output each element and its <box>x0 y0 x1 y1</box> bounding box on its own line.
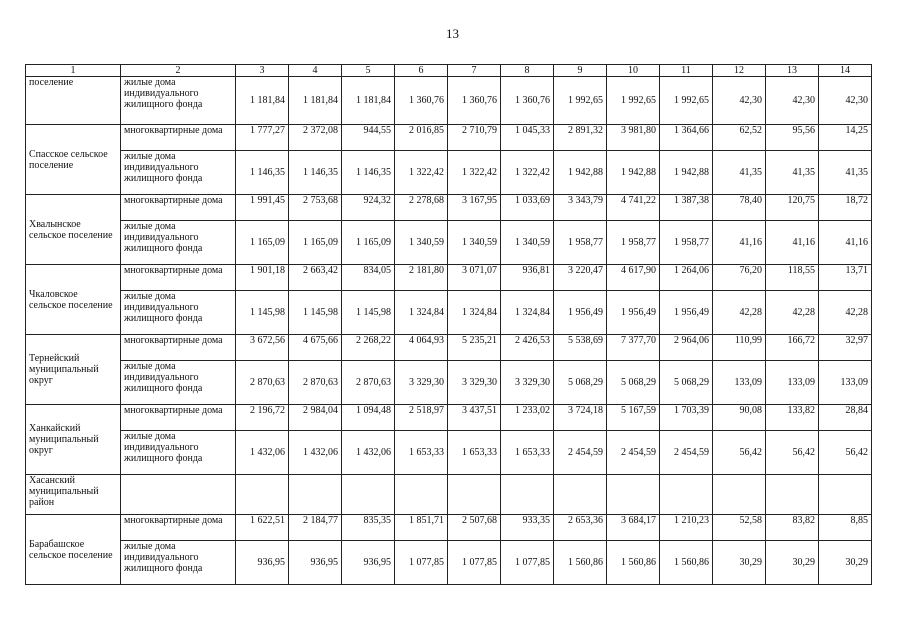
value-cell: 2 653,36 <box>554 515 607 541</box>
value-cell: 41,16 <box>766 221 819 265</box>
value-cell: 1 901,18 <box>236 265 289 291</box>
value-cell: 1 560,86 <box>554 541 607 585</box>
value-cell: 2 710,79 <box>448 125 501 151</box>
municipality-name: Тернейский муниципальный округ <box>26 335 121 405</box>
empty-cell <box>395 475 448 515</box>
value-cell: 944,55 <box>342 125 395 151</box>
housing-type: многоквартирные дома <box>121 335 236 361</box>
value-cell: 1 233,02 <box>501 405 554 431</box>
value-cell: 924,32 <box>342 195 395 221</box>
value-cell: 4 617,90 <box>607 265 660 291</box>
value-cell: 1 387,38 <box>660 195 713 221</box>
value-cell: 1 432,06 <box>236 431 289 475</box>
empty-cell <box>501 475 554 515</box>
value-cell: 5 235,21 <box>448 335 501 361</box>
table-row <box>26 195 872 221</box>
value-cell: 42,30 <box>713 77 766 125</box>
empty-cell <box>660 475 713 515</box>
value-cell: 5 068,29 <box>660 361 713 405</box>
value-cell: 1 958,77 <box>660 221 713 265</box>
housing-type: многоквартирные дома <box>121 195 236 221</box>
value-cell: 1 165,09 <box>236 221 289 265</box>
value-cell: 133,09 <box>713 361 766 405</box>
value-cell: 2 663,42 <box>289 265 342 291</box>
value-cell: 3 220,47 <box>554 265 607 291</box>
column-header: 12 <box>713 65 766 77</box>
value-cell: 3 437,51 <box>448 405 501 431</box>
value-cell: 1 077,85 <box>395 541 448 585</box>
value-cell: 1 622,51 <box>236 515 289 541</box>
value-cell: 936,81 <box>501 265 554 291</box>
column-header: 11 <box>660 65 713 77</box>
empty-cell <box>121 475 236 515</box>
value-cell: 2 454,59 <box>554 431 607 475</box>
value-cell: 3 329,30 <box>448 361 501 405</box>
value-cell: 1 145,98 <box>236 291 289 335</box>
value-cell: 30,29 <box>819 541 872 585</box>
value-cell: 1 340,59 <box>448 221 501 265</box>
value-cell: 2 454,59 <box>607 431 660 475</box>
value-cell: 1 145,98 <box>342 291 395 335</box>
housing-type: жилые дома индивидуального жилищного фонда <box>121 361 236 405</box>
value-cell: 2 870,63 <box>289 361 342 405</box>
value-cell: 41,16 <box>713 221 766 265</box>
housing-type: многоквартирные дома <box>121 515 236 541</box>
value-cell: 1 146,35 <box>342 151 395 195</box>
value-cell: 1 322,42 <box>448 151 501 195</box>
value-cell: 120,75 <box>766 195 819 221</box>
value-cell: 41,35 <box>713 151 766 195</box>
value-cell: 13,71 <box>819 265 872 291</box>
municipality-name: Хвалынское сельское поселение <box>26 195 121 265</box>
value-cell: 3 167,95 <box>448 195 501 221</box>
column-header: 1 <box>26 65 121 77</box>
value-cell: 42,28 <box>819 291 872 335</box>
value-cell: 1 165,09 <box>289 221 342 265</box>
table-row <box>26 515 872 541</box>
value-cell: 56,42 <box>766 431 819 475</box>
empty-cell <box>607 475 660 515</box>
value-cell: 4 064,93 <box>395 335 448 361</box>
value-cell: 1 324,84 <box>501 291 554 335</box>
value-cell: 1 146,35 <box>289 151 342 195</box>
value-cell: 56,42 <box>819 431 872 475</box>
value-cell: 933,35 <box>501 515 554 541</box>
value-cell: 1 942,88 <box>607 151 660 195</box>
value-cell: 2 964,06 <box>660 335 713 361</box>
value-cell: 5 068,29 <box>554 361 607 405</box>
column-header: 9 <box>554 65 607 77</box>
table-row <box>26 265 872 291</box>
value-cell: 936,95 <box>289 541 342 585</box>
value-cell: 2 984,04 <box>289 405 342 431</box>
value-cell: 32,97 <box>819 335 872 361</box>
municipality-name: Чкаловское сельское поселение <box>26 265 121 335</box>
value-cell: 42,30 <box>766 77 819 125</box>
value-cell: 5 068,29 <box>607 361 660 405</box>
value-cell: 4 741,22 <box>607 195 660 221</box>
value-cell: 3 071,07 <box>448 265 501 291</box>
value-cell: 3 329,30 <box>501 361 554 405</box>
column-header: 3 <box>236 65 289 77</box>
value-cell: 936,95 <box>342 541 395 585</box>
value-cell: 1 942,88 <box>554 151 607 195</box>
housing-type: жилые дома индивидуального жилищного фонда <box>121 221 236 265</box>
value-cell: 3 343,79 <box>554 195 607 221</box>
column-header: 2 <box>121 65 236 77</box>
value-cell: 42,30 <box>819 77 872 125</box>
value-cell: 1 145,98 <box>289 291 342 335</box>
empty-cell <box>766 475 819 515</box>
value-cell: 1 322,42 <box>501 151 554 195</box>
housing-type: жилые дома индивидуального жилищного фонда <box>121 77 236 125</box>
value-cell: 78,40 <box>713 195 766 221</box>
value-cell: 133,82 <box>766 405 819 431</box>
value-cell: 1 364,66 <box>660 125 713 151</box>
value-cell: 1 181,84 <box>342 77 395 125</box>
value-cell: 2 184,77 <box>289 515 342 541</box>
empty-cell <box>289 475 342 515</box>
value-cell: 2 268,22 <box>342 335 395 361</box>
value-cell: 2 454,59 <box>660 431 713 475</box>
value-cell: 1 181,84 <box>236 77 289 125</box>
value-cell: 835,35 <box>342 515 395 541</box>
column-header: 5 <box>342 65 395 77</box>
value-cell: 1 360,76 <box>501 77 554 125</box>
value-cell: 3 724,18 <box>554 405 607 431</box>
column-header: 6 <box>395 65 448 77</box>
column-header: 8 <box>501 65 554 77</box>
value-cell: 2 870,63 <box>236 361 289 405</box>
column-header: 14 <box>819 65 872 77</box>
value-cell: 1 324,84 <box>448 291 501 335</box>
municipality-name: Спасское сельское поселение <box>26 125 121 195</box>
value-cell: 62,52 <box>713 125 766 151</box>
value-cell: 1 340,59 <box>501 221 554 265</box>
value-cell: 133,09 <box>819 361 872 405</box>
table-row <box>26 77 872 125</box>
value-cell: 1 653,33 <box>448 431 501 475</box>
empty-cell <box>448 475 501 515</box>
value-cell: 3 981,80 <box>607 125 660 151</box>
housing-type: многоквартирные дома <box>121 125 236 151</box>
municipality-name: Барабашское сельское поселение <box>26 515 121 585</box>
value-cell: 2 891,32 <box>554 125 607 151</box>
municipality-name: Хасанский муниципальный район <box>26 475 121 515</box>
value-cell: 2 181,80 <box>395 265 448 291</box>
empty-cell <box>342 475 395 515</box>
table-row <box>26 431 872 475</box>
value-cell: 14,25 <box>819 125 872 151</box>
value-cell: 1 340,59 <box>395 221 448 265</box>
value-cell: 3 684,17 <box>607 515 660 541</box>
value-cell: 1 777,27 <box>236 125 289 151</box>
value-cell: 30,29 <box>713 541 766 585</box>
housing-type: жилые дома индивидуального жилищного фонда <box>121 541 236 585</box>
value-cell: 83,82 <box>766 515 819 541</box>
municipality-name: Ханкайский муниципальный округ <box>26 405 121 475</box>
table-row <box>26 125 872 151</box>
value-cell: 1 956,49 <box>607 291 660 335</box>
value-cell: 133,09 <box>766 361 819 405</box>
value-cell: 52,58 <box>713 515 766 541</box>
table-row <box>26 151 872 195</box>
value-cell: 1 992,65 <box>554 77 607 125</box>
value-cell: 2 196,72 <box>236 405 289 431</box>
housing-type: жилые дома индивидуального жилищного фонда <box>121 291 236 335</box>
value-cell: 3 329,30 <box>395 361 448 405</box>
value-cell: 118,55 <box>766 265 819 291</box>
value-cell: 1 165,09 <box>342 221 395 265</box>
value-cell: 1 560,86 <box>607 541 660 585</box>
value-cell: 30,29 <box>766 541 819 585</box>
table-row <box>26 541 872 585</box>
value-cell: 1 851,71 <box>395 515 448 541</box>
value-cell: 1 956,49 <box>660 291 713 335</box>
value-cell: 1 033,69 <box>501 195 554 221</box>
page-number: 13 <box>446 26 459 41</box>
value-cell: 1 146,35 <box>236 151 289 195</box>
value-cell: 3 672,56 <box>236 335 289 361</box>
value-cell: 56,42 <box>713 431 766 475</box>
value-cell: 1 956,49 <box>554 291 607 335</box>
value-cell: 5 167,59 <box>607 405 660 431</box>
value-cell: 1 322,42 <box>395 151 448 195</box>
housing-type: многоквартирные дома <box>121 265 236 291</box>
value-cell: 2 278,68 <box>395 195 448 221</box>
value-cell: 1 324,84 <box>395 291 448 335</box>
value-cell: 7 377,70 <box>607 335 660 361</box>
value-cell: 1 992,65 <box>607 77 660 125</box>
empty-cell <box>819 475 872 515</box>
value-cell: 1 360,76 <box>448 77 501 125</box>
value-cell: 1 181,84 <box>289 77 342 125</box>
value-cell: 1 432,06 <box>342 431 395 475</box>
empty-cell <box>713 475 766 515</box>
value-cell: 1 045,33 <box>501 125 554 151</box>
value-cell: 41,16 <box>819 221 872 265</box>
value-cell: 2 870,63 <box>342 361 395 405</box>
value-cell: 1 094,48 <box>342 405 395 431</box>
header-row <box>26 65 872 77</box>
value-cell: 1 958,77 <box>554 221 607 265</box>
value-cell: 1 210,23 <box>660 515 713 541</box>
value-cell: 1 432,06 <box>289 431 342 475</box>
value-cell: 1 992,65 <box>660 77 713 125</box>
value-cell: 42,28 <box>766 291 819 335</box>
value-cell: 1 077,85 <box>501 541 554 585</box>
tariff-table <box>25 64 872 585</box>
value-cell: 1 991,45 <box>236 195 289 221</box>
value-cell: 2 518,97 <box>395 405 448 431</box>
table-row <box>26 221 872 265</box>
value-cell: 1 703,39 <box>660 405 713 431</box>
value-cell: 1 560,86 <box>660 541 713 585</box>
value-cell: 2 753,68 <box>289 195 342 221</box>
value-cell: 4 675,66 <box>289 335 342 361</box>
empty-cell <box>554 475 607 515</box>
value-cell: 166,72 <box>766 335 819 361</box>
value-cell: 834,05 <box>342 265 395 291</box>
column-header: 13 <box>766 65 819 77</box>
value-cell: 2 507,68 <box>448 515 501 541</box>
value-cell: 18,72 <box>819 195 872 221</box>
table-row <box>26 405 872 431</box>
empty-cell <box>236 475 289 515</box>
value-cell: 1 360,76 <box>395 77 448 125</box>
column-header: 7 <box>448 65 501 77</box>
value-cell: 936,95 <box>236 541 289 585</box>
value-cell: 41,35 <box>766 151 819 195</box>
value-cell: 76,20 <box>713 265 766 291</box>
value-cell: 2 372,08 <box>289 125 342 151</box>
value-cell: 1 077,85 <box>448 541 501 585</box>
municipality-name: поселение <box>26 77 121 125</box>
column-header: 4 <box>289 65 342 77</box>
value-cell: 1 653,33 <box>501 431 554 475</box>
value-cell: 2 016,85 <box>395 125 448 151</box>
value-cell: 90,08 <box>713 405 766 431</box>
value-cell: 42,28 <box>713 291 766 335</box>
value-cell: 41,35 <box>819 151 872 195</box>
value-cell: 110,99 <box>713 335 766 361</box>
value-cell: 1 942,88 <box>660 151 713 195</box>
housing-type: многоквартирные дома <box>121 405 236 431</box>
housing-type: жилые дома индивидуального жилищного фонда <box>121 151 236 195</box>
table-row <box>26 335 872 361</box>
value-cell: 1 958,77 <box>607 221 660 265</box>
value-cell: 2 426,53 <box>501 335 554 361</box>
value-cell: 1 264,06 <box>660 265 713 291</box>
housing-type: жилые дома индивидуального жилищного фонда <box>121 431 236 475</box>
value-cell: 1 653,33 <box>395 431 448 475</box>
table-row <box>26 475 872 515</box>
column-header: 10 <box>607 65 660 77</box>
value-cell: 95,56 <box>766 125 819 151</box>
table-row <box>26 291 872 335</box>
table-row <box>26 361 872 405</box>
value-cell: 8,85 <box>819 515 872 541</box>
value-cell: 28,84 <box>819 405 872 431</box>
value-cell: 5 538,69 <box>554 335 607 361</box>
